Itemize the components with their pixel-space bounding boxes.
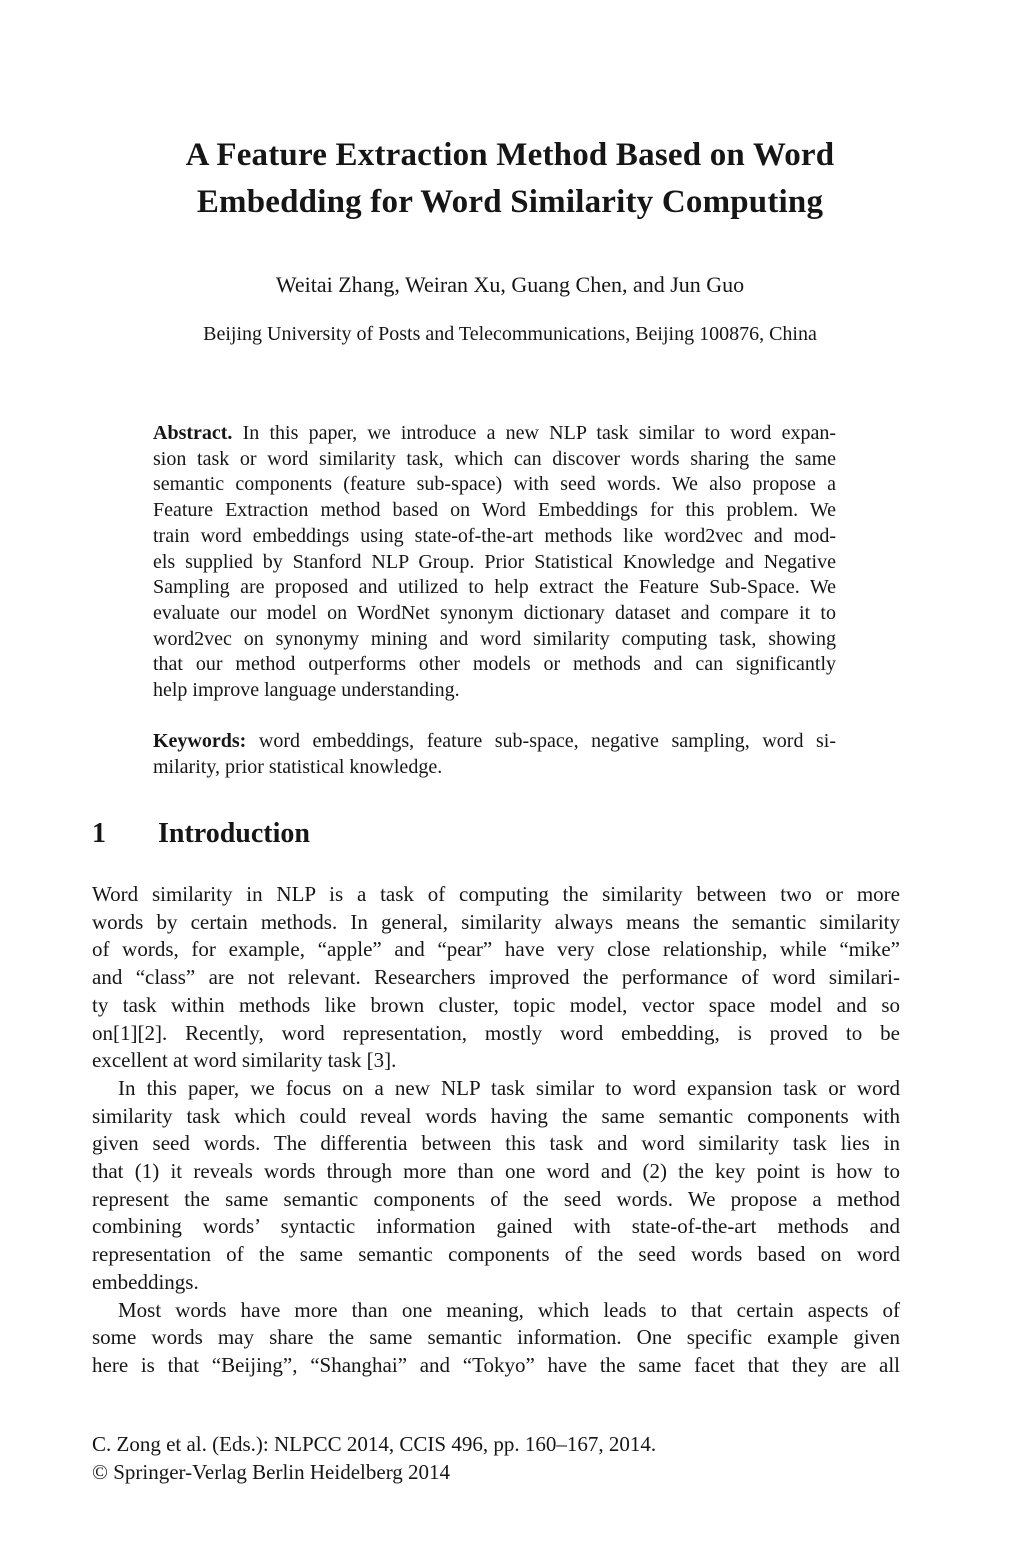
paragraph-line: ty task within methods like brown cluster, topic model, vector space model and so xyxy=(92,992,900,1017)
section-title: Introduction xyxy=(158,818,310,849)
paragraph-line: of words, for example, “apple” and “pear” have very close relationship, while “mike” xyxy=(92,937,900,962)
paragraph-line: words by certain methods. In general, similarity always means the semantic similarity xyxy=(92,909,900,934)
paragraph-line: excellent at word similarity task [3]. xyxy=(92,1048,397,1073)
paragraph-line: here is that “Beijing”, “Shanghai” and “Tokyo” have the same facet that they are all xyxy=(92,1352,900,1377)
abstract-line: Feature Extraction method based on Word Embeddings for this problem. We xyxy=(153,499,836,522)
abstract-line: els supplied by Stanford NLP Group. Prior Statistical Knowledge and Negative xyxy=(153,550,836,573)
paragraph-line: representation of the same semantic components of the seed words based on word xyxy=(92,1242,900,1267)
paragraph-line: embeddings. xyxy=(92,1269,199,1294)
abstract-text: In this paper, we introduce a new NLP task similar to word expan- xyxy=(232,422,836,444)
body-text xyxy=(92,881,900,1380)
section-number: 1 xyxy=(92,818,106,849)
abstract-line xyxy=(153,421,836,447)
paragraph-line: that (1) it reveals words through more than one word and (2) the key point is how to xyxy=(92,1159,900,1184)
footer-copyright: © Springer-Verlag Berlin Heidelberg 2014 xyxy=(92,1459,451,1484)
keywords-label: Keywords: xyxy=(153,730,247,752)
keywords-text: word embeddings, feature sub-space, negative sampling, word si- xyxy=(246,730,836,752)
abstract-line: sion task or word similarity task, which can discover words sharing the same xyxy=(153,447,836,470)
abstract-label: Abstract. xyxy=(153,422,233,444)
authors-line: Weitai Zhang, Weiran Xu, Guang Chen, and Jun Guo xyxy=(275,272,745,297)
abstract-line: train word embeddings using state-of-the-art methods like word2vec and mod- xyxy=(153,524,836,547)
keywords-line xyxy=(153,729,836,755)
paragraph-line: similarity task which could reveal words having the same semantic components with xyxy=(92,1103,900,1128)
abstract-line: help improve language understanding. xyxy=(153,679,460,702)
keywords-block xyxy=(153,729,836,780)
abstract-line: word2vec on synonymy mining and word similarity computing task, showing xyxy=(153,627,836,650)
paragraph-line: given seed words. The differentia between this task and word similarity task lies in xyxy=(92,1131,900,1156)
footer-citation: C. Zong et al. (Eds.): NLPCC 2014, CCIS 496, pp. 160–167, 2014. xyxy=(92,1432,657,1456)
keywords-line: milarity, prior statistical knowledge. xyxy=(153,755,443,778)
paragraph-line: combining words’ syntactic information gained with state-of-the-art methods and xyxy=(92,1214,900,1239)
paragraph-line: Most words have more than one meaning, which leads to that certain aspects of xyxy=(118,1297,900,1322)
paper-title xyxy=(0,132,1020,226)
paragraph-line: and “class” are not relevant. Researchers improved the performance of word similari- xyxy=(92,965,900,990)
paragraph-line: Word similarity in NLP is a task of computing the similarity between two or more xyxy=(92,882,900,906)
paragraph-line: In this paper, we focus on a new NLP task similar to word expansion task or word xyxy=(118,1075,900,1100)
abstract-line: Sampling are proposed and utilized to help extract the Feature Sub-Space. We xyxy=(153,576,836,599)
abstract-block xyxy=(153,421,836,704)
paragraph-line: some words may share the same semantic information. One specific example given xyxy=(92,1325,900,1350)
paragraph-line: on[1][2]. Recently, word representation, mostly word embedding, is proved to be xyxy=(92,1020,900,1045)
paragraph-line: represent the same semantic components of the seed words. We propose a method xyxy=(92,1186,900,1211)
abstract-line: semantic components (feature sub-space) with seed words. We also propose a xyxy=(153,473,836,496)
footer-block xyxy=(92,1431,656,1486)
section-heading xyxy=(92,818,310,850)
affiliation-line: Beijing University of Posts and Telecommunications, Beijing 100876, China xyxy=(203,323,817,345)
abstract-line: that our method outperforms other models or methods and can significantly xyxy=(153,653,836,676)
paper-title-line2: Embedding for Word Similarity Computing xyxy=(196,184,824,220)
abstract-line: evaluate our model on WordNet synonym dictionary dataset and compare it to xyxy=(153,601,836,624)
paper-title-line1: A Feature Extraction Method Based on Word xyxy=(185,137,835,173)
